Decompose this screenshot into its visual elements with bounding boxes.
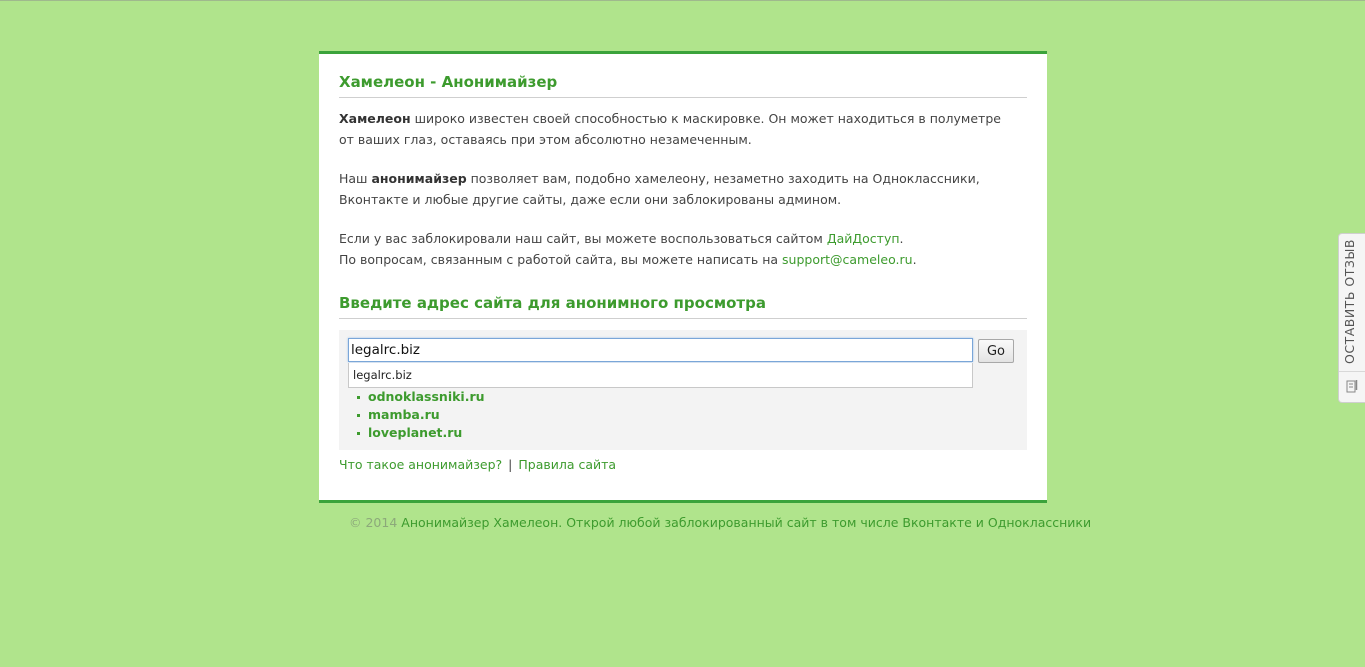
intro-text-1: широко известен своей способностью к маскировке. Он может находиться в полуметре от ваших глаз, оставаясь при этом абсолютно незамеченным. — [339, 111, 1001, 147]
go-button[interactable]: Go — [978, 339, 1014, 363]
bullet-icon — [357, 414, 360, 417]
intro-text-4: По вопросам, связанным с работой сайта, вы можете написать на — [339, 252, 783, 267]
footer-link[interactable]: Анонимайзер Хамелеон. Открой любой заблокированный сайт в том числе Вконтакте и Одноклассники — [401, 515, 1092, 530]
feedback-icon[interactable] — [1346, 379, 1358, 393]
site-link-mamba[interactable]: mamba.ru — [368, 407, 440, 422]
support-email-link[interactable]: support@cameleo.ru — [782, 252, 913, 267]
form-heading: Введите адрес сайта для анонимного просмотра — [339, 294, 766, 312]
feedback-label[interactable]: ОСТАВИТЬ ОТЗЫВ — [1342, 239, 1357, 364]
link-separator: | — [508, 457, 513, 472]
intro-paragraph-1 — [339, 108, 1019, 150]
site-link-odnoklassniki[interactable]: odnoklassniki.ru — [368, 389, 485, 404]
intro-text-2b: позволяет вам, подобно хамелеону, незаметно заходить на Одноклассники, Вконтакте и любые другие сайты, даже если они заблокированы админом. — [339, 171, 980, 207]
intro-paragraph-3 — [339, 228, 1019, 270]
feedback-divider — [1339, 371, 1365, 372]
intro-text-4-end: . — [912, 252, 917, 267]
intro-text-3-end: . — [899, 231, 904, 246]
feedback-tab[interactable] — [1338, 233, 1365, 403]
intro-bold-anonymizer: анонимайзер — [371, 171, 467, 186]
what-is-anonymizer-link[interactable]: Что такое анонимайзер? — [339, 457, 503, 472]
page-title: Хамелеон - Анонимайзер — [339, 73, 558, 91]
intro-paragraph-2 — [339, 168, 1019, 210]
bullet-icon — [357, 432, 360, 435]
footer — [349, 515, 1091, 530]
footer-copyright: © 2014 — [349, 515, 398, 530]
form-divider — [339, 318, 1027, 319]
intro-text-3: Если у вас заблокировали наш сайт, вы можете воспользоваться сайтом — [339, 231, 827, 246]
title-divider — [339, 97, 1027, 98]
popular-sites-list — [357, 388, 485, 442]
list-item — [357, 406, 485, 424]
url-form — [339, 330, 1027, 450]
bullet-icon — [357, 396, 360, 399]
top-border — [0, 0, 1365, 1]
site-rules-link[interactable]: Правила сайта — [518, 457, 617, 472]
intro-text-2a: Наш — [339, 171, 372, 186]
bottom-links — [339, 457, 616, 472]
daidostup-link[interactable]: ДайДоступ — [826, 231, 900, 246]
main-card — [319, 51, 1047, 503]
list-item — [357, 388, 485, 406]
intro-bold-chameleon: Хамелеон — [339, 111, 411, 126]
site-link-loveplanet[interactable]: loveplanet.ru — [368, 425, 463, 440]
url-input[interactable] — [348, 338, 973, 362]
list-item — [357, 424, 485, 442]
autocomplete-suggestion[interactable]: legalrc.biz — [348, 363, 973, 388]
